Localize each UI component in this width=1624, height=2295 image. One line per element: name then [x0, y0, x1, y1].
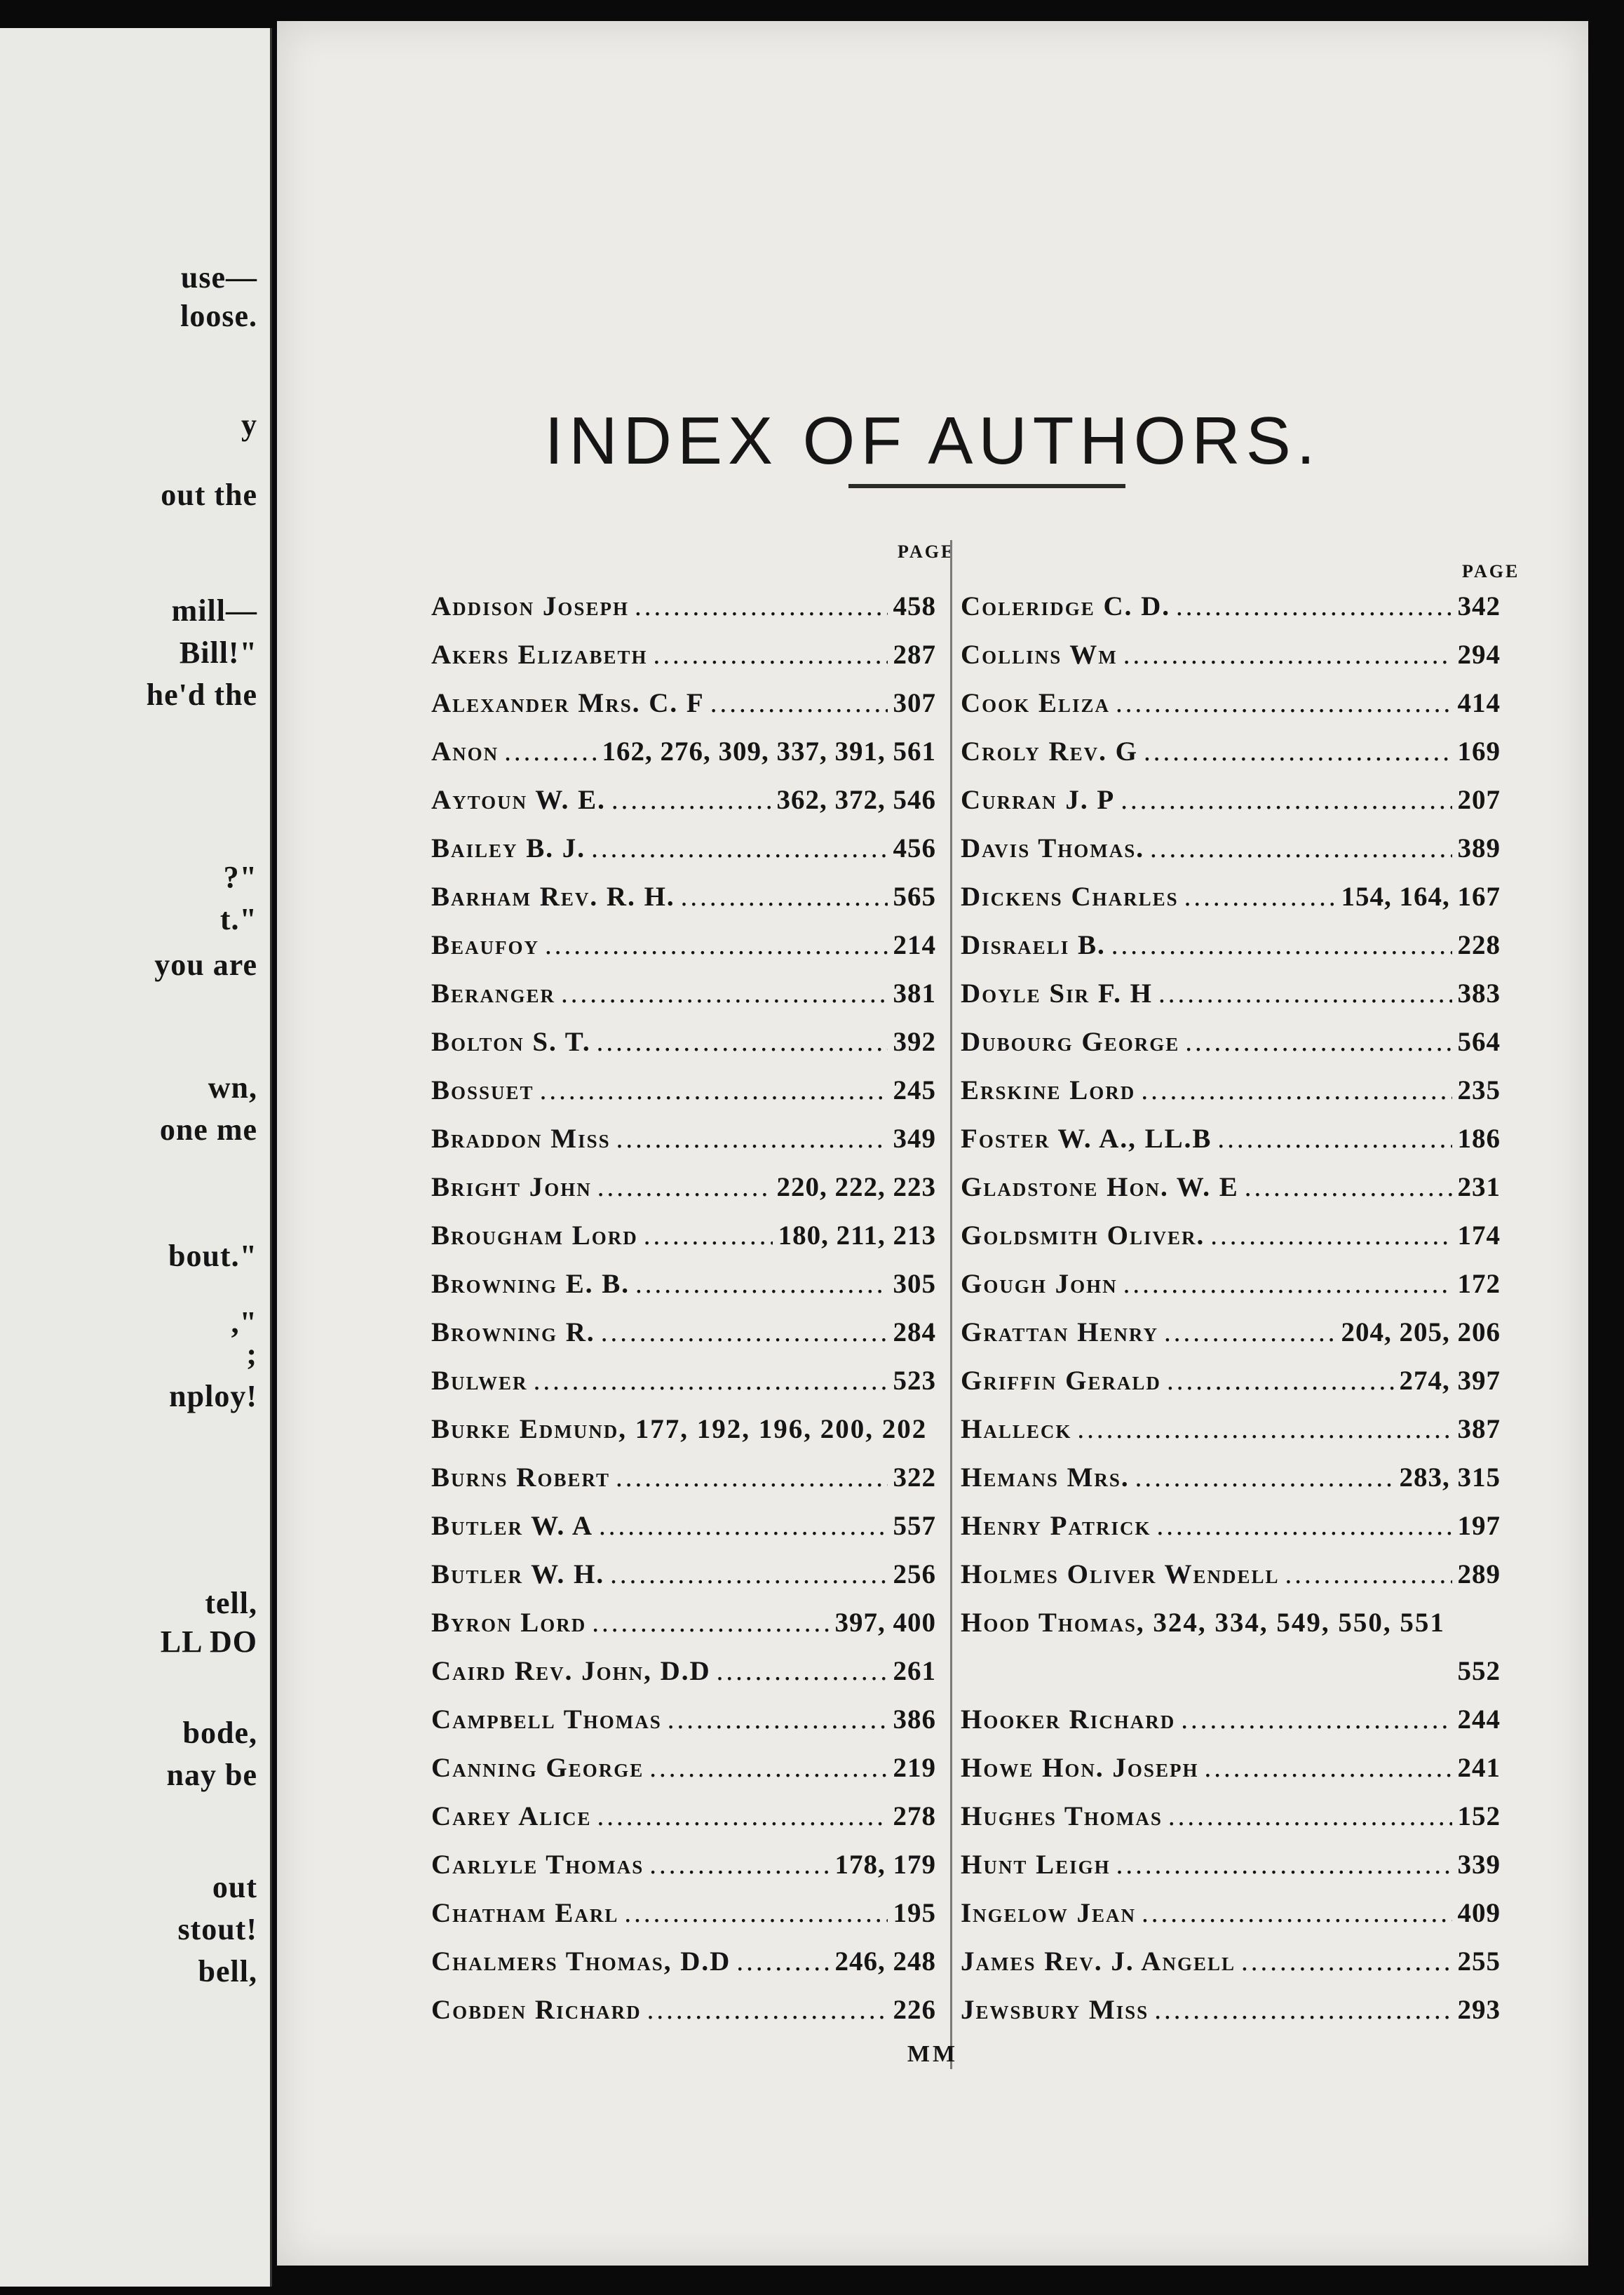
leader-dots [1168, 1792, 1452, 1840]
page-numbers: 362, 372, 546 [776, 785, 936, 815]
author-name: Caird Rev. John, D.D [431, 1656, 711, 1686]
left-page-fragment [0, 28, 272, 2287]
page-numbers: 414 [1457, 688, 1501, 718]
author-name: Howe Hon. Joseph [961, 1753, 1199, 1783]
leader-dots [1184, 873, 1336, 921]
page-fragment-text: use— [180, 260, 257, 295]
leader-dots [624, 1889, 887, 1937]
index-entry [961, 1889, 1501, 1937]
author-name: Holmes Oliver Wendell [961, 1559, 1280, 1589]
author-name: Doyle Sir F. H [961, 978, 1153, 1009]
index-entry [961, 1695, 1501, 1744]
author-name: Addison Joseph [431, 591, 629, 621]
leader-dots [1176, 582, 1452, 631]
index-entry [961, 1647, 1501, 1695]
author-name: Braddon Miss [431, 1124, 611, 1154]
page-numbers: 293 [1457, 1995, 1501, 2025]
page-numbers: 255 [1457, 1946, 1501, 1977]
author-name: Carlyle Thomas [431, 1850, 644, 1880]
page-fragment-text: Bill!" [179, 635, 257, 670]
leader-dots [668, 1695, 888, 1744]
page-fragment-text: bout." [168, 1239, 257, 1273]
page-numbers: 178, 179 [834, 1850, 936, 1880]
index-entry [961, 1937, 1501, 1986]
index-entry [431, 969, 936, 1018]
page-fragment-text: ; [246, 1337, 257, 1371]
author-name: Brougham Lord [431, 1220, 638, 1251]
index-entry [431, 1647, 936, 1695]
index-entry [961, 1260, 1501, 1308]
page-fragment-text: out the [161, 478, 257, 512]
leader-dots [736, 1937, 829, 1986]
index-entry [431, 824, 936, 873]
page-title: INDEX OF AUTHORS. [544, 403, 1321, 479]
leader-dots [616, 1453, 887, 1502]
leader-dots [1123, 631, 1452, 679]
index-entry [431, 873, 936, 921]
page-numbers: 214 [893, 930, 936, 960]
index-entry [961, 1211, 1501, 1260]
page-numbers: 523 [893, 1366, 936, 1396]
leader-dots [1217, 1115, 1452, 1163]
author-name: Chalmers Thomas, D.D [431, 1946, 731, 1977]
author-name: Disraeli B. [961, 930, 1106, 960]
page-numbers: 228 [1457, 930, 1501, 960]
leader-dots [647, 1986, 888, 2034]
page-numbers: 386 [893, 1704, 936, 1735]
page-fragment-text: out [212, 1870, 257, 1904]
leader-dots [1150, 824, 1452, 873]
page-numbers: 169 [1457, 736, 1501, 767]
index-entry [431, 679, 936, 727]
page-fragment-text: ?" [223, 860, 257, 894]
author-name: Anon [431, 736, 499, 767]
leader-dots [597, 1163, 771, 1211]
author-name: Beranger [431, 978, 556, 1009]
index-entry [431, 1308, 936, 1357]
page-numbers: 289 [1457, 1559, 1501, 1589]
page-fragment-text: nay be [166, 1758, 257, 1792]
author-name: Collins Wm [961, 640, 1118, 670]
author-name: Aytoun W. E. [431, 785, 606, 815]
index-entry [961, 1550, 1501, 1599]
page-numbers: 564 [1457, 1027, 1501, 1057]
page-fragment-text: wn, [208, 1070, 257, 1105]
page-numbers: 565 [893, 882, 936, 912]
page-numbers: 381 [893, 978, 936, 1009]
page-numbers: 274, 397 [1399, 1366, 1501, 1396]
leader-dots [540, 1066, 888, 1115]
page-fragment-text: t." [219, 902, 257, 936]
author-name: Halleck [961, 1414, 1072, 1444]
index-entry [431, 1211, 936, 1260]
leader-dots [599, 1502, 887, 1550]
author-name: Bailey B. J. [431, 833, 586, 863]
page-numbers: 244 [1457, 1704, 1501, 1735]
author-name: Henry Patrick [961, 1511, 1151, 1541]
index-entry [961, 1357, 1501, 1405]
author-name: Hemans Mrs. [961, 1462, 1130, 1493]
index-entry [431, 1066, 936, 1115]
index-entry [431, 1405, 936, 1453]
page-numbers: 349 [893, 1124, 936, 1154]
page-numbers: 241 [1457, 1753, 1501, 1783]
page-fragment-text: one me [159, 1112, 257, 1147]
author-name: Butler W. H. [431, 1559, 605, 1589]
leader-dots [644, 1211, 773, 1260]
page-numbers: 174 [1457, 1220, 1501, 1251]
leader-dots [1181, 1695, 1452, 1744]
page-numbers: 409 [1457, 1898, 1501, 1928]
leader-dots [1185, 1018, 1452, 1066]
index-entry [961, 1599, 1501, 1647]
page-numbers: 226 [893, 1995, 936, 2025]
author-name: Goldsmith Oliver. [961, 1220, 1205, 1251]
index-entry [431, 1453, 936, 1502]
author-name: Beaufoy [431, 930, 540, 960]
page-fragment-text: ," [231, 1305, 257, 1340]
page-fragment-text: he'd the [146, 678, 257, 712]
index-entry [961, 1986, 1501, 2034]
author-name: Bolton S. T. [431, 1027, 591, 1057]
page-numbers: 294 [1457, 640, 1501, 670]
leader-dots [1116, 679, 1452, 727]
index-entry [431, 1599, 936, 1647]
author-name: Hughes Thomas [961, 1801, 1163, 1831]
leader-dots [1121, 776, 1452, 824]
left-index-column [431, 582, 936, 2034]
index-entry [431, 1986, 936, 2034]
page-numbers: 387 [1457, 1414, 1501, 1444]
index-entry [431, 1260, 936, 1308]
page-fragment-text: bode, [182, 1716, 257, 1750]
author-name: Carey Alice [431, 1801, 592, 1831]
author-name: Bright John [431, 1172, 592, 1202]
leader-dots [1123, 1260, 1452, 1308]
signature-mark: MM [907, 2041, 959, 2067]
author-name: Ingelow Jean [961, 1898, 1136, 1928]
index-entry [961, 1308, 1501, 1357]
index-entry [961, 921, 1501, 969]
page-numbers: 261 [893, 1656, 936, 1686]
leader-dots [1156, 1502, 1452, 1550]
leader-dots [591, 824, 887, 873]
leader-dots [1167, 1357, 1394, 1405]
page-fragment-text: LL DO [160, 1624, 257, 1659]
page-numbers: 456 [893, 833, 936, 863]
leader-dots [635, 1260, 887, 1308]
page-numbers: 256 [893, 1559, 936, 1589]
index-entry [961, 1840, 1501, 1889]
right-page-column-header: PAGE [1462, 561, 1520, 581]
page-fragment-text: loose. [180, 299, 257, 333]
right-index-column [961, 582, 1501, 2034]
index-entry [431, 1840, 936, 1889]
page-numbers: 245 [893, 1075, 936, 1105]
index-entry [961, 679, 1501, 727]
index-entry [431, 1744, 936, 1792]
page-numbers: 339 [1457, 1850, 1501, 1880]
author-name: Barham Rev. R. H. [431, 882, 675, 912]
page-numbers: 392 [893, 1027, 936, 1057]
leader-dots [1245, 1163, 1452, 1211]
author-name: Hooker Richard [961, 1704, 1176, 1735]
page-numbers: 180, 211, 213 [778, 1220, 936, 1251]
page-numbers: 154, 164, 167 [1341, 882, 1501, 912]
page-numbers: 305 [893, 1269, 936, 1299]
page-fragment-text: bell, [198, 1954, 257, 1988]
index-entry [961, 824, 1501, 873]
index-entry [431, 1550, 936, 1599]
page-numbers: 383 [1457, 978, 1501, 1009]
author-name: Dubourg George [961, 1027, 1180, 1057]
author-name: Burns Robert [431, 1462, 611, 1493]
author-name: Alexander Mrs. C. F [431, 688, 705, 718]
page-numbers: 287 [893, 640, 936, 670]
author-name: Coleridge C. D. [961, 591, 1171, 621]
author-name: Griffin Gerald [961, 1366, 1161, 1396]
page-numbers: 397, 400 [834, 1608, 936, 1638]
page-numbers: 389 [1457, 833, 1501, 863]
index-entry [961, 1115, 1501, 1163]
author-name: Hood Thomas, 324, 334, 549, 550, 551 [961, 1608, 1445, 1638]
index-entry [431, 921, 936, 969]
author-name: Jewsbury Miss [961, 1995, 1149, 2025]
page-numbers: 283, 315 [1399, 1462, 1501, 1493]
author-name: Byron Lord [431, 1608, 587, 1638]
author-name: Canning George [431, 1753, 644, 1783]
page-numbers: 219 [893, 1753, 936, 1783]
left-page-column-header: PAGE [898, 541, 956, 562]
index-page [277, 21, 1588, 2266]
page-numbers: 172 [1457, 1269, 1501, 1299]
title-rule [848, 484, 1125, 488]
page-numbers: 342 [1457, 591, 1501, 621]
author-name: Erskine Lord [961, 1075, 1136, 1105]
author-name: Bossuet [431, 1075, 534, 1105]
leader-dots [592, 1599, 829, 1647]
index-entry [961, 1744, 1501, 1792]
leader-dots [1204, 1744, 1452, 1792]
index-entry [431, 776, 936, 824]
page-fragment-text: y [241, 408, 257, 442]
index-entry [431, 727, 936, 776]
column-divider [950, 540, 952, 2069]
index-entry [961, 776, 1501, 824]
leader-dots [504, 727, 596, 776]
author-name: Butler W. A [431, 1511, 594, 1541]
leader-dots [710, 679, 888, 727]
index-entry [961, 969, 1501, 1018]
page-fragment-text: mill— [171, 593, 257, 628]
leader-dots [611, 776, 771, 824]
author-name: Gladstone Hon. W. E [961, 1172, 1239, 1202]
leader-dots [610, 1550, 887, 1599]
index-entry [431, 1115, 936, 1163]
page-numbers: 278 [893, 1801, 936, 1831]
index-entry [431, 631, 936, 679]
author-name: James Rev. J. Angell [961, 1946, 1236, 1977]
page-numbers: 186 [1457, 1124, 1501, 1154]
author-name: Burke Edmund, 177, 192, 196, 200, 202 [431, 1414, 928, 1444]
author-name: Browning R. [431, 1317, 595, 1347]
index-entry [431, 1695, 936, 1744]
page-numbers: 152 [1457, 1801, 1501, 1831]
author-name: Grattan Henry [961, 1317, 1158, 1347]
leader-dots [635, 582, 888, 631]
page-fragment-text: nploy! [169, 1379, 257, 1413]
page-numbers: 458 [893, 591, 936, 621]
page-numbers: 322 [893, 1462, 936, 1493]
index-entry [961, 1066, 1501, 1115]
index-entry [431, 1889, 936, 1937]
page-fragment-text: tell, [205, 1586, 257, 1620]
leader-dots [1285, 1550, 1452, 1599]
index-entry [961, 631, 1501, 679]
index-entry [961, 1405, 1501, 1453]
leader-dots [597, 1018, 888, 1066]
leader-dots [1164, 1308, 1336, 1357]
leader-dots [1142, 1889, 1452, 1937]
author-name: Bulwer [431, 1366, 528, 1396]
leader-dots [649, 1840, 829, 1889]
leader-dots [561, 969, 887, 1018]
author-name: Croly Rev. G [961, 736, 1138, 767]
page-numbers: 204, 205, 206 [1341, 1317, 1501, 1347]
leader-dots [649, 1744, 887, 1792]
page-numbers: 231 [1457, 1172, 1501, 1202]
index-entry [431, 1163, 936, 1211]
page-numbers: 197 [1457, 1511, 1501, 1541]
leader-dots [597, 1792, 887, 1840]
page-numbers: 162, 276, 309, 337, 391, 561 [602, 736, 936, 767]
author-name: Campbell Thomas [431, 1704, 662, 1735]
leader-dots [1241, 1937, 1452, 1986]
author-name: Browning E. B. [431, 1269, 630, 1299]
author-name: Chatham Earl [431, 1898, 619, 1928]
leader-dots [545, 921, 887, 969]
index-entry [431, 1357, 936, 1405]
leader-dots [1141, 1066, 1452, 1115]
page-numbers: 284 [893, 1317, 936, 1347]
leader-dots [616, 1115, 888, 1163]
author-name: Hunt Leigh [961, 1850, 1111, 1880]
leader-dots [1158, 969, 1452, 1018]
author-name: Curran J. P [961, 785, 1116, 815]
author-name: Davis Thomas. [961, 833, 1145, 863]
index-entry [431, 1937, 936, 1986]
author-name: Foster W. A., LL.B [961, 1124, 1212, 1154]
page-numbers: 220, 222, 223 [776, 1172, 936, 1202]
page-numbers: 307 [893, 688, 936, 718]
index-entry [961, 1163, 1501, 1211]
index-entry [961, 873, 1501, 921]
page-numbers: 552 [1457, 1656, 1501, 1686]
author-name: Gough John [961, 1269, 1118, 1299]
leader-dots [1116, 1840, 1452, 1889]
leader-dots [654, 631, 888, 679]
leader-dots [1077, 1405, 1452, 1453]
index-entry [431, 1018, 936, 1066]
index-entry [961, 582, 1501, 631]
index-entry [961, 1792, 1501, 1840]
leader-dots [601, 1308, 888, 1357]
leader-dots [534, 1357, 888, 1405]
leader-dots [1135, 1453, 1394, 1502]
page-fragment-text: stout! [177, 1912, 257, 1946]
author-name: Akers Elizabeth [431, 640, 648, 670]
page-fragment-text: you are [154, 948, 257, 982]
page-numbers: 246, 248 [834, 1946, 936, 1977]
leader-dots [717, 1647, 888, 1695]
page-numbers: 207 [1457, 785, 1501, 815]
author-name: Cook Eliza [961, 688, 1110, 718]
leader-dots [681, 873, 888, 921]
index-entry [961, 1453, 1501, 1502]
index-entry [431, 582, 936, 631]
index-entry [431, 1502, 936, 1550]
index-entry [961, 727, 1501, 776]
page-numbers: 235 [1457, 1075, 1501, 1105]
author-name: Dickens Charles [961, 882, 1179, 912]
index-entry [961, 1502, 1501, 1550]
leader-dots [1111, 921, 1452, 969]
leader-dots [1144, 727, 1452, 776]
page-numbers: 557 [893, 1511, 936, 1541]
page-numbers: 195 [893, 1898, 936, 1928]
index-entry [961, 1018, 1501, 1066]
index-entry [431, 1792, 936, 1840]
leader-dots [1154, 1986, 1452, 2034]
author-name: Cobden Richard [431, 1995, 642, 2025]
leader-dots [1210, 1211, 1452, 1260]
